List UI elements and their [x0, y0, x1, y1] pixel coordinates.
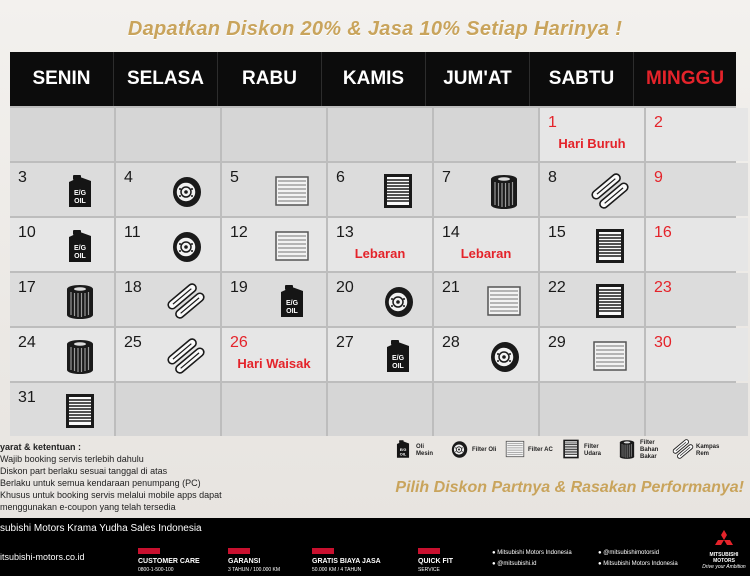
legend-item: [392, 438, 442, 463]
service-free-labor: GRATIS BIAYA JASA 50.000 KM / 4 TAHUN: [312, 548, 381, 574]
calendar-day: [434, 163, 538, 216]
service-quick-fit: QUICK FIT SERVICE: [418, 548, 453, 574]
day-number: 30: [654, 334, 672, 351]
calendar-day: [646, 273, 748, 326]
holiday-label: Lebaran: [460, 246, 512, 261]
day-number: 28: [442, 334, 460, 351]
calendar-day: [328, 328, 432, 381]
calendar-day: [646, 108, 748, 161]
terms-line: Berlaku untuk semua kendaraan penumpang (PC): [0, 478, 201, 488]
calendar-empty-cell: [434, 108, 538, 161]
engine-oil-icon: [60, 171, 100, 211]
day-number: 20: [336, 279, 354, 296]
social-links-2: [598, 548, 678, 570]
terms-and-conditions: [0, 441, 260, 513]
calendar-empty-cell: [540, 383, 644, 436]
day-number: 23: [654, 279, 672, 296]
brake-pad-icon: [166, 336, 206, 376]
brand-logo: [702, 530, 746, 570]
calendar-empty-cell: [328, 383, 432, 436]
calendar-empty-cell: [222, 108, 326, 161]
brake-pad-icon: [672, 438, 694, 463]
svg-text:E/G: E/G: [73, 245, 87, 252]
legend-item: [448, 438, 498, 463]
calendar-empty-cell: [222, 383, 326, 436]
day-number: 17: [18, 279, 36, 296]
legend-item: [504, 438, 554, 463]
service-warranty: GARANSI 3 TAHUN / 100.000 KM: [228, 548, 280, 574]
day-number: 2: [654, 114, 663, 131]
legend-label: Filter Bahan Bakar: [640, 440, 659, 460]
terms-line: Diskon part berlaku sesuai tanggal di atas: [0, 466, 168, 476]
calendar-empty-cell: [10, 108, 114, 161]
day-number: 21: [442, 279, 460, 296]
day-header: JUM'AT: [426, 52, 530, 106]
social-links-1: [492, 548, 572, 570]
day-number: 13: [336, 224, 354, 241]
day-number: 5: [230, 169, 239, 186]
day-number: 31: [18, 389, 36, 406]
brake-pad-icon: [590, 171, 630, 211]
service-calendar: [10, 52, 736, 436]
day-number: 14: [442, 224, 460, 241]
oil-filter-icon: [378, 281, 418, 321]
dealer-bar: [0, 518, 750, 540]
calendar-day: [434, 218, 538, 271]
air-filter-icon: [560, 438, 582, 463]
legend-label: Filter Oli: [472, 447, 497, 453]
day-number: 16: [654, 224, 672, 241]
calendar-empty-cell: [434, 383, 538, 436]
calendar-day: [328, 273, 432, 326]
ac-filter-icon: [590, 336, 630, 376]
day-header: SENIN: [10, 52, 114, 106]
legend-label: Filter AC: [528, 447, 553, 453]
day-header: SABTU: [530, 52, 634, 106]
calendar-day: [10, 383, 114, 436]
footer-bar: [0, 540, 750, 576]
oil-filter-icon: [484, 336, 524, 376]
calendar-empty-cell: [646, 383, 748, 436]
calendar-day: [646, 218, 748, 271]
air-filter-icon: [590, 226, 630, 266]
legend-label: Oli Mesin: [416, 443, 434, 457]
calendar-day: [116, 273, 220, 326]
three-diamonds-icon: [713, 530, 735, 550]
fuel-filter-icon: [616, 438, 638, 463]
svg-text:E/G: E/G: [285, 300, 299, 307]
day-number: 9: [654, 169, 663, 186]
day-number: 8: [548, 169, 557, 186]
day-header-sunday: MINGGU: [645, 68, 725, 89]
oil-filter-icon: [166, 226, 206, 266]
calendar-empty-cell: [328, 108, 432, 161]
calendar-day: [434, 273, 538, 326]
fuel-filter-icon: [60, 281, 100, 321]
calendar-day: [328, 163, 432, 216]
fuel-filter-icon: [60, 336, 100, 376]
calendar-empty-cell: [116, 108, 220, 161]
fuel-filter-icon: [484, 171, 524, 211]
brand-name: MITSUBISHI MOTORS: [709, 552, 739, 564]
calendar-day: [10, 163, 114, 216]
holiday-label: Hari Buruh: [558, 136, 626, 151]
engine-oil-icon: [60, 226, 100, 266]
calendar-day: [646, 163, 748, 216]
calendar-day: [222, 328, 326, 381]
calendar-day: [328, 218, 432, 271]
svg-text:E/G: E/G: [73, 190, 87, 197]
calendar-day: [646, 328, 748, 381]
social-twitter[interactable]: ● @mitsubishi.id: [492, 561, 537, 567]
day-number: 10: [18, 224, 36, 241]
legend-item: [616, 438, 666, 463]
engine-oil-icon: [378, 336, 418, 376]
svg-text:OIL: OIL: [286, 308, 298, 315]
legend-item: [560, 438, 610, 463]
day-number: 18: [124, 279, 142, 296]
calendar-day: [222, 218, 326, 271]
calendar-day: [116, 218, 220, 271]
day-number: 4: [124, 169, 133, 186]
svg-text:OIL: OIL: [74, 253, 86, 260]
holiday-label: Hari Waisak: [237, 356, 311, 371]
terms-line: menggunakan e-coupon yang telah tersedia: [0, 502, 176, 512]
holiday-label: Lebaran: [354, 246, 406, 261]
ac-filter-icon: [272, 171, 312, 211]
dealer-name: subishi Motors Krama Yudha Sales Indonesia: [0, 523, 202, 534]
calendar-day: [540, 273, 644, 326]
calendar-day: [540, 108, 644, 161]
calendar-day: [116, 163, 220, 216]
calendar-day: [10, 218, 114, 271]
social-facebook[interactable]: ● Mitsubishi Motors Indonesia: [492, 550, 572, 556]
day-number: 15: [548, 224, 566, 241]
icon-legend: [392, 438, 722, 463]
ac-filter-icon: [272, 226, 312, 266]
day-number: 25: [124, 334, 142, 351]
svg-text:OIL: OIL: [392, 363, 404, 370]
brake-pad-icon: [166, 281, 206, 321]
day-number: 7: [442, 169, 451, 186]
day-number: 26: [230, 334, 248, 351]
day-number: 11: [124, 224, 141, 241]
calendar-empty-cell: [116, 383, 220, 436]
svg-text:E/G: E/G: [391, 355, 405, 362]
terms-title: yarat & ketentuan :: [0, 442, 82, 452]
day-header: SELASA: [114, 52, 218, 106]
legend-label: Filter Udara: [584, 443, 602, 457]
ac-filter-icon: [484, 281, 524, 321]
promo-headline: Dapatkan Diskon 20% & Jasa 10% Setiap Harinya !: [127, 18, 623, 40]
calendar-day: [434, 328, 538, 381]
engine-oil-icon: [272, 281, 312, 321]
air-filter-icon: [590, 281, 630, 321]
svg-text:E/G: E/G: [399, 448, 407, 453]
day-header: KAMIS: [322, 52, 426, 106]
day-number: 19: [230, 279, 248, 296]
calendar-day: [10, 328, 114, 381]
terms-line: Wajib booking servis terlebih dahulu: [0, 454, 144, 464]
day-number: 29: [548, 334, 566, 351]
day-number: 1: [548, 114, 557, 131]
engine-oil-icon: [392, 438, 414, 463]
air-filter-icon: [378, 171, 418, 211]
oil-filter-icon: [166, 171, 206, 211]
legend-label: Kampas Rem: [696, 443, 720, 457]
calendar-grid: [10, 106, 736, 436]
day-number: 27: [336, 334, 354, 351]
service-customer-care: CUSTOMER CARE 0800-1-500-100: [138, 548, 200, 574]
website-link[interactable]: itsubishi-motors.co.id: [0, 552, 85, 562]
svg-text:OIL: OIL: [74, 198, 86, 205]
oil-filter-icon: [448, 438, 470, 463]
day-number: 3: [18, 169, 27, 186]
social-youtube[interactable]: ● Mitsubishi Motors Indonesia: [598, 561, 678, 567]
calendar-day: [116, 328, 220, 381]
calendar-day: [10, 273, 114, 326]
day-number: 12: [230, 224, 248, 241]
calendar-day: [540, 163, 644, 216]
day-header: RABU: [218, 52, 322, 106]
brand-tagline: Drive your Ambition: [702, 564, 746, 570]
tagline: Pilih Diskon Partnya & Rasakan Performanya!: [395, 479, 744, 496]
social-instagram[interactable]: ● @mitsubishimotorsid: [598, 550, 660, 556]
air-filter-icon: [60, 391, 100, 431]
calendar-day: [222, 163, 326, 216]
calendar-day: [540, 218, 644, 271]
legend-item: [672, 438, 722, 463]
day-number: 22: [548, 279, 566, 296]
calendar-day: [540, 328, 644, 381]
terms-line: Khusus untuk booking servis melalui mobile apps dapat: [0, 490, 222, 500]
calendar-header: [10, 52, 736, 106]
day-number: 6: [336, 169, 345, 186]
calendar-day: [222, 273, 326, 326]
ac-filter-icon: [504, 438, 526, 463]
svg-text:OIL: OIL: [399, 452, 407, 457]
day-number: 24: [18, 334, 36, 351]
